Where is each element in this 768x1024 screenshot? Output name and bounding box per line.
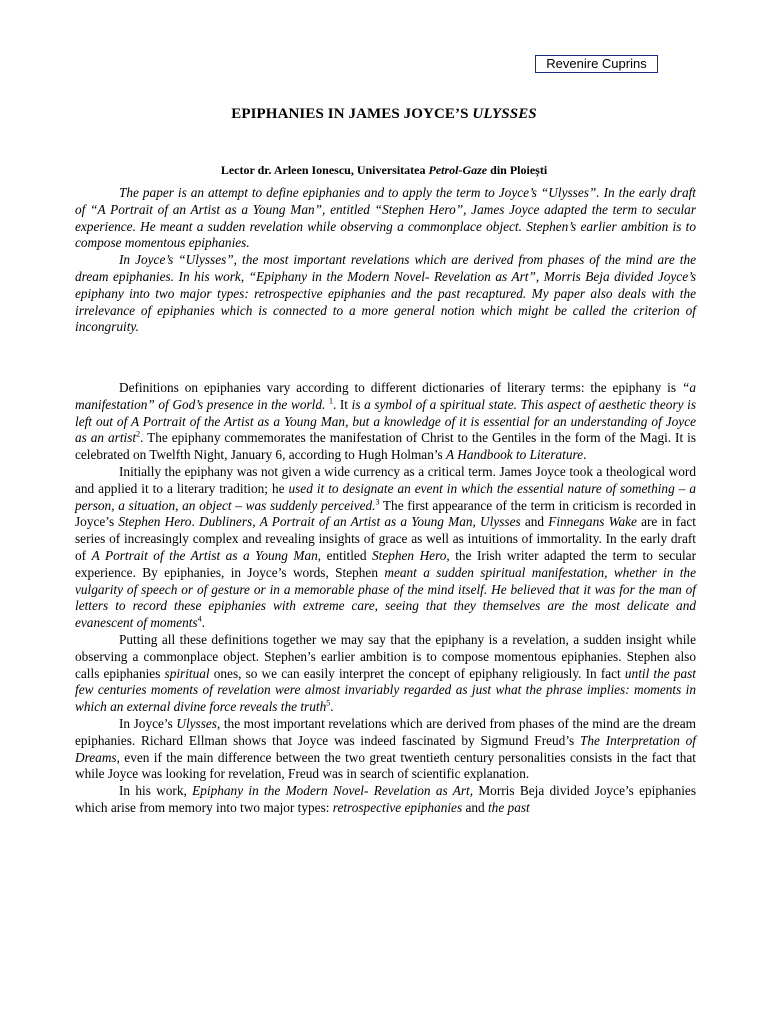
text-span: are in fact series of increasingly complex and revealing insights of grace as well as intuitions of immortality. In the early draft of — [75, 514, 696, 563]
text-span: In his work, — [119, 783, 193, 799]
text-span: Putting all these definitions together we may say that the epiphany is a revelation, a sudden insight while observing a commonplace object. Stephen’s earlier ambition is to compose momentous epiphanies. Stephen also calls epiphanies — [75, 631, 696, 681]
text-span: . — [191, 514, 199, 530]
paragraph-5 — [75, 783, 696, 817]
title-main: EPIPHANIES IN JAMES JOYCE’S — [231, 106, 473, 122]
text-span-italic: spiritual — [164, 665, 210, 681]
abstract-paragraph-2: In Joyce’s “Ulysses”, the most important revelations which are derived from phases of the mind are the dream epiphanies. In his work, “Epiphany in the Modern Novel- Revelation as Art”, Morris Beja divided Joyce’s epiphany into two major types: retrospective epiphanies and the past recaptured. My paper also deals with the irrelevance of epiphanies which is connected to a more general notion which might be called the criterion of incongruity. — [75, 252, 696, 335]
text-span-italic: Dubliners — [198, 514, 253, 530]
text-span: Initially the epiphany was not given a wide currency as a critical term. James Joyce took a theological word and applied it to a literary tradition; he — [75, 463, 696, 496]
text-span: . — [330, 699, 334, 715]
text-span: Definitions on epiphanies vary according to different dictionaries of literary terms: the epiphany is — [119, 380, 682, 395]
text-span: , the most important revelations which are derived from phases of the mind are the dream epiphanies. Richard Ellman shows that Joyce was indeed fascinated by Sigmund Freud’s — [75, 715, 697, 748]
footnote-ref-3: 3 — [375, 497, 380, 507]
text-span-italic: is a symbol of a spiritual state. This aspect of aesthetic theory is left out of A Portrait of the Artist as a Young Man, but a knowledge of it is essential for an understanding of Joyce as an artist — [75, 396, 696, 446]
text-span-italic: A Handbook to Literature — [446, 447, 584, 463]
author-line — [0, 163, 768, 178]
text-span: . It — [332, 396, 352, 412]
text-span-italic: Ulysses — [480, 514, 521, 530]
abstract-paragraph-1: The paper is an attempt to define epiphanies and to apply the term to Joyce’s “Ulysses”. In the early draft of “A Portrait of an Artist as a Young Man”, entitled “Stephen Hero”, James Joyce adapted the term to secular experience. He meant a sudden revelation while observing a commonplace object. Stephen’s earlier ambition is to compose momentous epiphanies. — [75, 185, 696, 251]
text-span-italic: Stephen Hero — [118, 514, 192, 530]
author-institution: Petrol-Gaze — [428, 163, 488, 177]
back-to-contents-button[interactable]: Revenire Cuprins — [535, 55, 658, 73]
footnote-ref-2: 2 — [136, 429, 141, 439]
text-span: , — [472, 514, 481, 530]
text-span-italic: Ulysses — [176, 715, 217, 731]
paragraph-1 — [75, 380, 696, 464]
text-span-italic: until the past few centuries moments of revelation were almost invariably regarded as just what the phrase implies: moments in which an external divine force reveals the truth — [75, 665, 696, 715]
text-span: . — [201, 615, 205, 631]
footnote-ref-5: 5 — [326, 698, 331, 708]
article-title — [0, 106, 768, 123]
footnote-ref-4: 4 — [197, 614, 202, 624]
text-span-italic: A Portrait of an Artist as a Young Man — [259, 514, 473, 530]
text-span-italic: Finnegans Wake — [548, 514, 637, 530]
text-span-italic: meant a sudden spiritual manifestation, whether in the vulgarity of speech or of gesture or in a memorable phase of the mind itself. He believed that it was for the man of letters to record these epiphanies with extreme care, seeing that they themselves are the most delicate and evanescent of moments — [75, 564, 696, 631]
paragraph-3 — [75, 632, 696, 716]
author-prefix: Lector dr. Arleen Ionescu, Universitatea — [220, 163, 429, 177]
text-span: and — [462, 799, 488, 815]
text-span: , even if the main difference between the two great twentieth century personalities consists in the fact that while Joyce was looking for revelation, Freud was in search of scientific explanation. — [75, 749, 696, 782]
text-span: . — [583, 447, 587, 463]
author-suffix: din Ploiești — [487, 163, 548, 177]
text-span-italic: Stephen Hero — [371, 547, 447, 563]
text-span-italic: “a manifestation” of God’s presence in the world. — [75, 380, 696, 412]
text-span-italic: retrospective epiphanies — [332, 799, 463, 815]
footnote-ref-1: 1 — [328, 396, 333, 406]
text-span: , the Irish writer adapted the term to secular experience. By epiphanies, in Joyce’s words, Stephen — [75, 547, 696, 580]
text-span: . The epiphany commemorates the manifestation of Christ to the Gentiles in the form of the Magi. It is celebrated on Twelfth Night, January 6, according to Hugh Holman’s — [75, 430, 696, 463]
text-span: Morris Beja divided Joyce’s epiphanies which arise from memory into two major types: — [75, 783, 696, 815]
abstract — [75, 185, 696, 336]
text-span: In Joyce’s — [119, 715, 177, 731]
paragraph-4 — [75, 716, 696, 783]
text-span: , entitled — [317, 547, 372, 563]
text-span-italic: the past — [487, 799, 530, 815]
text-span-italic: Epiphany in the Modern Novel- Revelation as Art, — [192, 783, 474, 799]
text-span: ones, so we can easily interpret the concept of epiphany religiously. In fact — [209, 665, 625, 681]
main-text — [75, 380, 696, 817]
text-span-italic: A Portrait of the Artist as a Young Man — [91, 547, 318, 563]
paragraph-2 — [75, 464, 696, 632]
title-italic: ULYSSES — [472, 106, 537, 122]
text-span-italic: used it to designate an event in which the essential nature of something – a person, a situation, an object – was suddenly perceived. — [75, 480, 696, 513]
text-span: The first appearance of the term in criticism is recorded in Joyce’s — [75, 497, 697, 530]
text-span: and — [520, 514, 549, 530]
text-span-italic: The Interpretation of Dreams — [75, 732, 696, 765]
text-span: , — [252, 514, 260, 530]
